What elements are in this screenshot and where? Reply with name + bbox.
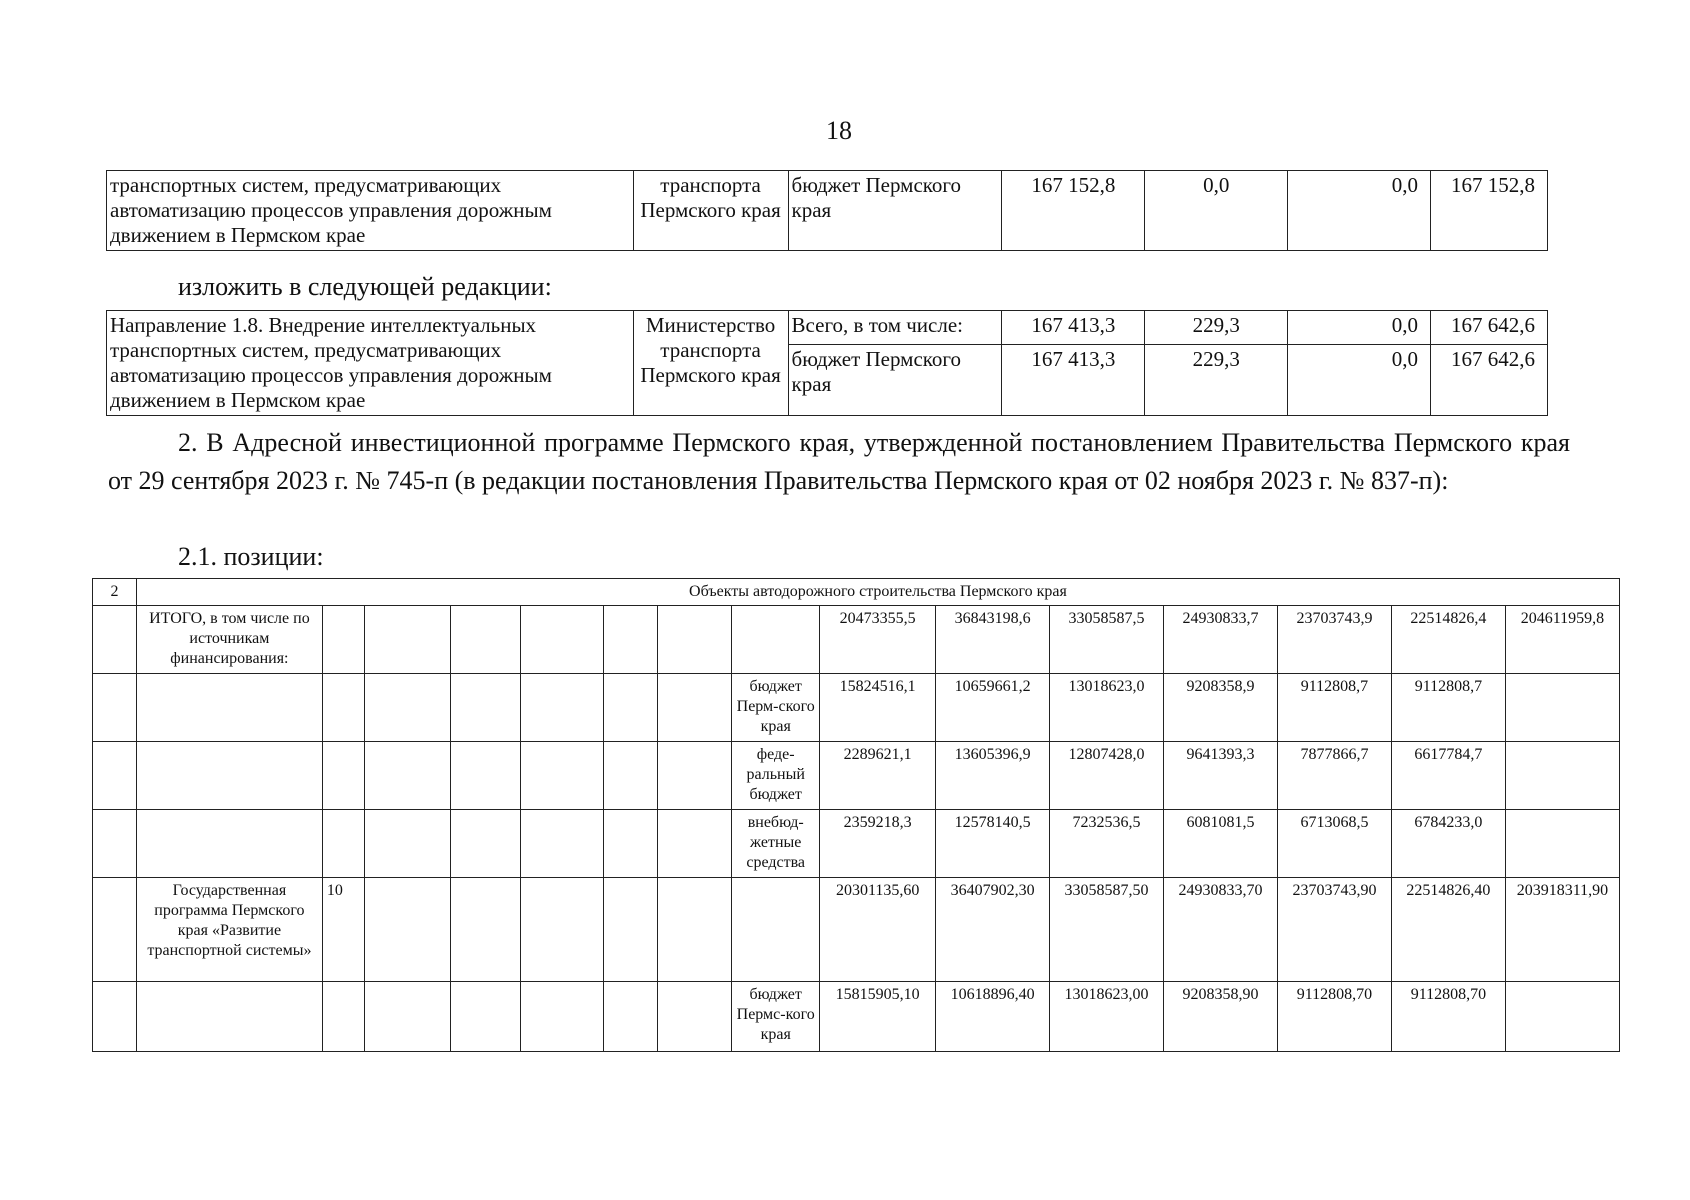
table-cell-value: 9641393,3 bbox=[1164, 742, 1278, 810]
table-cell-value: 9112808,7 bbox=[1391, 674, 1505, 742]
table-cell-empty bbox=[604, 810, 658, 878]
table-cell-value: 203918311,90 bbox=[1505, 878, 1619, 982]
table-cell-empty bbox=[364, 982, 450, 1052]
table-cell-source: бюджет Перм-ского края bbox=[732, 674, 820, 742]
table-cell-empty bbox=[450, 606, 520, 674]
table-cell-empty bbox=[93, 742, 137, 810]
table-cell-value: 229,3 bbox=[1145, 345, 1288, 416]
table-cell-empty bbox=[658, 878, 732, 982]
table-cell-code: 10 bbox=[322, 878, 364, 982]
table-cell-empty bbox=[364, 606, 450, 674]
investment-program-table bbox=[92, 578, 1620, 1052]
table-cell-empty bbox=[450, 878, 520, 982]
table-cell-value: 10659661,2 bbox=[936, 674, 1050, 742]
paragraph-2-1: 2.1. позиции: bbox=[178, 542, 324, 571]
table-cell-value: 0,0 bbox=[1145, 171, 1288, 251]
table-cell-source: бюджет Пермского края bbox=[788, 345, 1002, 416]
table-cell-value: 6713068,5 bbox=[1277, 810, 1391, 878]
table-cell-value: 204611959,8 bbox=[1505, 606, 1619, 674]
table-cell-code bbox=[322, 606, 364, 674]
table-cell-source: бюджет Пермс-кого края bbox=[732, 982, 820, 1052]
table-cell-source: бюджет Пермского края bbox=[788, 171, 1002, 251]
table-cell-empty bbox=[520, 674, 604, 742]
table-cell-empty bbox=[93, 810, 137, 878]
table-cell-code bbox=[322, 982, 364, 1052]
table-cell-value: 167 413,3 bbox=[1002, 311, 1145, 345]
table-cell-code bbox=[322, 810, 364, 878]
table-row bbox=[93, 742, 1620, 810]
table-cell-empty bbox=[450, 982, 520, 1052]
table-cell-value: 20301135,60 bbox=[820, 878, 936, 982]
table-row bbox=[93, 982, 1620, 1052]
table-cell-value: 9112808,70 bbox=[1277, 982, 1391, 1052]
table-cell-value: 9112808,70 bbox=[1391, 982, 1505, 1052]
table-cell-empty bbox=[364, 674, 450, 742]
table-cell-value: 12807428,0 bbox=[1050, 742, 1164, 810]
table-cell-value: 7877866,7 bbox=[1277, 742, 1391, 810]
table-cell-empty bbox=[520, 810, 604, 878]
table-cell-value: 24930833,7 bbox=[1164, 606, 1278, 674]
original-position-table bbox=[106, 170, 1548, 251]
table-cell-value: 167 642,6 bbox=[1431, 345, 1548, 416]
table-cell-value: 0,0 bbox=[1288, 345, 1431, 416]
new-position-table bbox=[106, 310, 1548, 416]
table-cell-empty bbox=[93, 674, 137, 742]
table-cell-empty bbox=[450, 674, 520, 742]
table-cell-value bbox=[1505, 742, 1619, 810]
table-cell-value: 2359218,3 bbox=[820, 810, 936, 878]
table-cell-empty bbox=[450, 810, 520, 878]
table-header-title: Объекты автодорожного строительства Пермского края bbox=[136, 579, 1619, 606]
table-cell-empty bbox=[658, 742, 732, 810]
table-cell-empty bbox=[658, 674, 732, 742]
table-cell-value: 6081081,5 bbox=[1164, 810, 1278, 878]
table-cell-value: 7232536,5 bbox=[1050, 810, 1164, 878]
table-cell-value: 13605396,9 bbox=[936, 742, 1050, 810]
table-cell-value: 15815905,10 bbox=[820, 982, 936, 1052]
table-header-number: 2 bbox=[93, 579, 137, 606]
table-cell-code bbox=[322, 674, 364, 742]
table-cell-value: 6617784,7 bbox=[1391, 742, 1505, 810]
table-cell-empty bbox=[520, 606, 604, 674]
table-cell-value: 23703743,90 bbox=[1277, 878, 1391, 982]
table-cell-empty bbox=[93, 606, 137, 674]
table-cell-description: Направление 1.8. Внедрение интеллектуальных транспортных систем, предусматривающих автоматизацию процессов управления дорожным движением в Пермском крае bbox=[107, 311, 634, 416]
table-cell-empty bbox=[93, 878, 137, 982]
table-cell-source: феде-ральный бюджет bbox=[732, 742, 820, 810]
replace-instruction: изложить в следующей редакции: bbox=[178, 272, 552, 301]
table-cell-empty bbox=[604, 982, 658, 1052]
table-cell-value: 12578140,5 bbox=[936, 810, 1050, 878]
table-cell-empty bbox=[658, 606, 732, 674]
table-cell-name bbox=[136, 810, 322, 878]
table-cell-empty bbox=[520, 982, 604, 1052]
table-cell-empty bbox=[604, 878, 658, 982]
table-cell-value bbox=[1505, 674, 1619, 742]
table-cell-value: 229,3 bbox=[1145, 311, 1288, 345]
table-cell-value: 10618896,40 bbox=[936, 982, 1050, 1052]
table-cell-value bbox=[1505, 982, 1619, 1052]
table-cell-empty bbox=[364, 742, 450, 810]
table-cell-value: 23703743,9 bbox=[1277, 606, 1391, 674]
table-cell-value: 9112808,7 bbox=[1277, 674, 1391, 742]
table-cell-value: 167 152,8 bbox=[1431, 171, 1548, 251]
table-cell-empty bbox=[604, 674, 658, 742]
table-cell-value: 22514826,4 bbox=[1391, 606, 1505, 674]
table-cell-value: 167 642,6 bbox=[1431, 311, 1548, 345]
table-cell-value: 167 413,3 bbox=[1002, 345, 1145, 416]
table-cell-empty bbox=[364, 878, 450, 982]
table-cell-empty bbox=[450, 742, 520, 810]
table-cell-empty bbox=[658, 810, 732, 878]
table-cell-empty bbox=[604, 606, 658, 674]
table-cell-value: 36407902,30 bbox=[936, 878, 1050, 982]
table-cell-description: транспортных систем, предусматривающих автоматизацию процессов управления дорожным движением в Пермском крае bbox=[107, 171, 634, 251]
table-cell-name: Государственная программа Пермского края «Развитие транспортной системы» bbox=[136, 878, 322, 982]
table-cell-code bbox=[322, 742, 364, 810]
table-cell-value: 33058587,50 bbox=[1050, 878, 1164, 982]
table-cell-value: 22514826,40 bbox=[1391, 878, 1505, 982]
table-cell-empty bbox=[364, 810, 450, 878]
paragraph-2: 2. В Адресной инвестиционной программе Пермского края, утвержденной постановлением Правительства Пермского края от 29 сентября 2023 г. № 745-п (в редакции постановления Правительства Пермского края от 02 ноября 2023 г. № 837-п): bbox=[108, 428, 1570, 495]
table-cell-value: 15824516,1 bbox=[820, 674, 936, 742]
table-cell-value: 0,0 bbox=[1288, 311, 1431, 345]
table-cell-value: 13018623,0 bbox=[1050, 674, 1164, 742]
table-cell-source bbox=[732, 878, 820, 982]
table-cell-value: 9208358,9 bbox=[1164, 674, 1278, 742]
table-cell-value: 0,0 bbox=[1288, 171, 1431, 251]
table-cell-empty bbox=[520, 878, 604, 982]
table-row bbox=[93, 674, 1620, 742]
table-cell-value: 24930833,70 bbox=[1164, 878, 1278, 982]
table-cell-source bbox=[732, 606, 820, 674]
table-cell-value: 2289621,1 bbox=[820, 742, 936, 810]
table-cell-value: 20473355,5 bbox=[820, 606, 936, 674]
table-cell-value: 36843198,6 bbox=[936, 606, 1050, 674]
table-cell-value: 167 152,8 bbox=[1002, 171, 1145, 251]
table-cell-empty bbox=[604, 742, 658, 810]
table-cell-value: 13018623,00 bbox=[1050, 982, 1164, 1052]
table-cell-source: Всего, в том числе: bbox=[788, 311, 1002, 345]
table-cell-source: внебюд-жетные средства bbox=[732, 810, 820, 878]
table-cell-empty bbox=[520, 742, 604, 810]
table-cell-value: 6784233,0 bbox=[1391, 810, 1505, 878]
table-cell-empty bbox=[93, 982, 137, 1052]
table-cell-agency: транспорта Пермского края bbox=[633, 171, 788, 251]
page-number: 18 bbox=[826, 116, 852, 145]
table-cell-agency: Министерство транспорта Пермского края bbox=[633, 311, 788, 416]
table-cell-name bbox=[136, 742, 322, 810]
table-cell-name: ИТОГО, в том числе по источникам финансирования: bbox=[136, 606, 322, 674]
table-cell-name bbox=[136, 674, 322, 742]
table-cell-name bbox=[136, 982, 322, 1052]
table-row bbox=[93, 810, 1620, 878]
table-cell-empty bbox=[658, 982, 732, 1052]
table-cell-value: 9208358,90 bbox=[1164, 982, 1278, 1052]
table-cell-value bbox=[1505, 810, 1619, 878]
table-row bbox=[93, 606, 1620, 674]
table-row bbox=[93, 878, 1620, 982]
table-cell-value: 33058587,5 bbox=[1050, 606, 1164, 674]
